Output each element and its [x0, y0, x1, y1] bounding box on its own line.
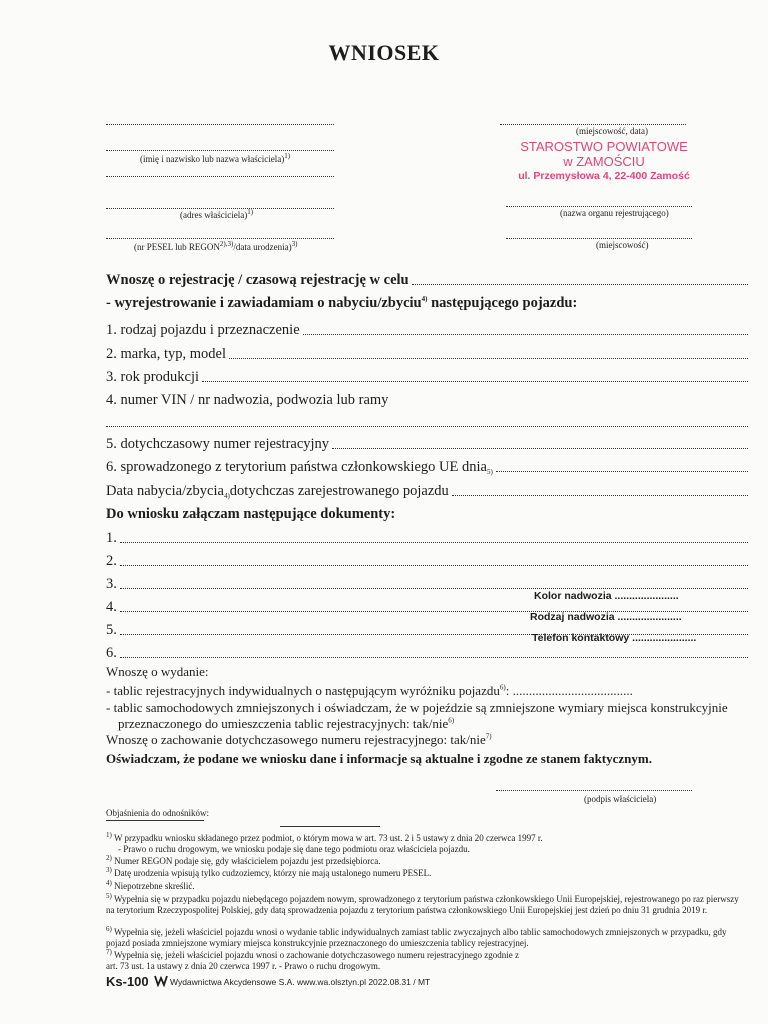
document-6-input[interactable]: [120, 657, 748, 658]
footnote-7: $^{7)}$ Wypełnia się, jeżeli właściciel pojazdu wnosi o zachowanie dotychczasowego numeru rejestracyjnego zgodnie z art. 73 ust. 1a ustawy z dnia 20 czerwca 1997 r. - Prawo o ruchu drogowym.: [106, 948, 519, 971]
owner-name-line-2[interactable]: [106, 150, 334, 151]
document-item-2: 2.: [106, 553, 748, 570]
footnote-5: $^{5)}$ Wypełnia się w przypadku pojazdu niebędącego pojazdem nowym, sprowadzonego z terytorium państwa członkowskiego Unii Europejskiej, rejestrowanego po raz pierwszy na terytorium Rzeczypospolitej Polskiej, gdy datą sprowadzenia pojazdu z terytorium państwa członkowskiego Unii Europejskiej jest dzień po dniu 31 grudnia 2019 r.: [106, 892, 739, 915]
vehicle-field-year: 3. rok produkcji: [106, 369, 748, 386]
vehicle-field-make: 2. marka, typ, model: [106, 346, 748, 363]
stamp-line-3: ul. Przemysłowa 4, 22-400 Zamość: [518, 170, 690, 182]
signature-line[interactable]: [496, 790, 692, 791]
issuance-heading: Wnoszę o wydanie:: [106, 664, 209, 679]
footnote-3: $^{3)}$ Datę urodzenia wpisują tylko cudzoziemcy, którzy nie mają ustalonego numeru PESEL.: [106, 866, 432, 878]
signature-label: (podpis właściciela): [584, 794, 657, 804]
document-3-input[interactable]: [120, 588, 748, 589]
document-item-5: 5.: [106, 622, 748, 639]
footnote-1: $^{1)}$ W przypadku wniosku składanego przez podmiot, o którym mowa w art. 73 ust. 2 i 5 ustawy z dnia 20 czerwca 1997 r. - Prawo o ruchu drogowym, we wniosku podaje się dane tego podmiotu oraz właściciela pojazdu.: [106, 831, 543, 854]
vehicle-vin-input[interactable]: [106, 426, 748, 427]
authority-line[interactable]: [506, 206, 692, 207]
page-title: WNIOSEK: [328, 40, 440, 65]
publisher-logo-icon: [154, 973, 168, 987]
form-code: Ks-100: [106, 974, 149, 989]
documents-heading: Do wniosku załączam następujące dokumenty:: [106, 506, 396, 522]
owner-name-label: (imię i nazwisko lub nazwa właściciela)$^{1)}$: [140, 152, 291, 164]
acquisition-date-input[interactable]: [452, 495, 748, 496]
owner-name-line-1[interactable]: [106, 124, 334, 125]
request-text-1: Wnoszę o rejestrację / czasową rejestrację w celu: [106, 272, 409, 288]
annotation-color: Kolor nadwozia ......................: [534, 590, 679, 602]
vehicle-plate-input[interactable]: [332, 448, 748, 449]
owner-address-label: (adres właściciela)$^{1)}$: [180, 208, 254, 220]
issuance-item-2a: - tablic samochodowych zmniejszonych i oświadczam, że w pojeździe są zmniejszone wymiary miejsca konstrukcyjnie: [106, 700, 728, 715]
footnote-marker-line: [280, 826, 380, 827]
footnote-4: $^{4)}$ Niepotrzebne skreślić.: [106, 879, 195, 891]
place-line[interactable]: [506, 238, 692, 239]
publisher-info: Wydawnictwa Akcydensowe S.A. www.wa.olsztyn.pl 2022.08.31 / MT: [170, 977, 431, 987]
pesel-label: (nr PESEL lub $REGON^{2),3)}$/data urodzenia)$^{3)}$: [134, 240, 298, 252]
vehicle-field-plate: 5. dotychczasowy numer rejestracyjny: [106, 436, 748, 453]
footnote-2: $^{2)}$ Numer REGON podaje się, gdy właścicielem pojazdu jest przedsiębiorca.: [106, 854, 381, 866]
footnotes-divider: [106, 820, 204, 821]
vehicle-field-type: 1. rodzaj pojazdu i przeznaczenie: [106, 322, 748, 339]
issuance-item-2b: przeznaczonego do umieszczenia tablic rejestracyjnych: tak/nie$^{6)}$: [118, 716, 455, 731]
document-item-6: 6.: [106, 645, 748, 662]
vehicle-year-input[interactable]: [202, 381, 748, 382]
owner-address-line-1[interactable]: [106, 176, 334, 177]
annotation-phone: Telefon kontaktowy ......................: [532, 632, 697, 644]
vehicle-type-input[interactable]: [303, 334, 748, 335]
stamp-line-2: w ZAMOŚCIU: [563, 154, 645, 169]
vehicle-make-input[interactable]: [229, 358, 748, 359]
place-date-label: (miejscowość, data): [576, 126, 648, 136]
request-line-2: - wyrejestrowanie i zawiadamiam o nabyciu/zbyciu$^{4)}$ następującego pojazdu:: [106, 295, 578, 311]
document-item-4: 4.: [106, 599, 748, 616]
footnote-6: $^{6)}$ Wypełnia się, jeżeli właściciel pojazdu wnosi o wydanie tablic indywidualnych zamiast tablic zwyczajnych albo tablic samochodowych zmniejszonych w przypadku, gdy pojazd posiada zmniejszone wymiary miejsca konstrukcyjnie przeznaczonego do umieszczenia tablicy rejestracyjnej.: [106, 925, 727, 948]
place-date-line[interactable]: [500, 124, 686, 125]
authority-stamp: [496, 139, 712, 183]
document-2-input[interactable]: [120, 565, 748, 566]
keep-number-line: Wnoszę o zachowanie dotychczasowego numeru rejestracyjnego: tak/nie$^{7)}$: [106, 732, 492, 747]
footnotes-heading: Objaśnienia do odnośników:: [106, 808, 209, 818]
declaration: Oświadczam, że podane we wniosku dane i informacje są aktualne i zgodne ze stanem faktycznym.: [106, 751, 652, 766]
document-item-1: 1.: [106, 530, 748, 547]
vehicle-import-date-input[interactable]: [496, 471, 748, 472]
issuance-item-1: - tablic rejestracyjnych indywidualnych o następującym wyróżniku pojazdu$^{6)}$: .....................................: [106, 683, 633, 698]
place-label: (miejscowość): [596, 240, 649, 250]
stamp-line-1: STAROSTWO POWIATOWE: [520, 139, 688, 154]
annotation-body: Rodzaj nadwozia ......................: [530, 611, 682, 623]
document-item-3: 3.: [106, 576, 748, 593]
acquisition-field: Data nabycia/zbycia $_{4)}$ dotychczas zarejestrowanego pojazdu: [106, 483, 748, 500]
pesel-line[interactable]: [106, 238, 334, 239]
request-line-1: [106, 272, 748, 289]
vehicle-field-vin: 4. numer VIN / nr nadwozia, podwozia lub ramy: [106, 392, 389, 408]
authority-label: (nazwa organu rejestrującego): [560, 208, 669, 218]
document-1-input[interactable]: [120, 542, 748, 543]
request-purpose-field[interactable]: [412, 284, 748, 285]
vehicle-field-import: 6. sprowadzonego z terytorium państwa członkowskiego UE dnia $_{5)}$: [106, 459, 748, 476]
